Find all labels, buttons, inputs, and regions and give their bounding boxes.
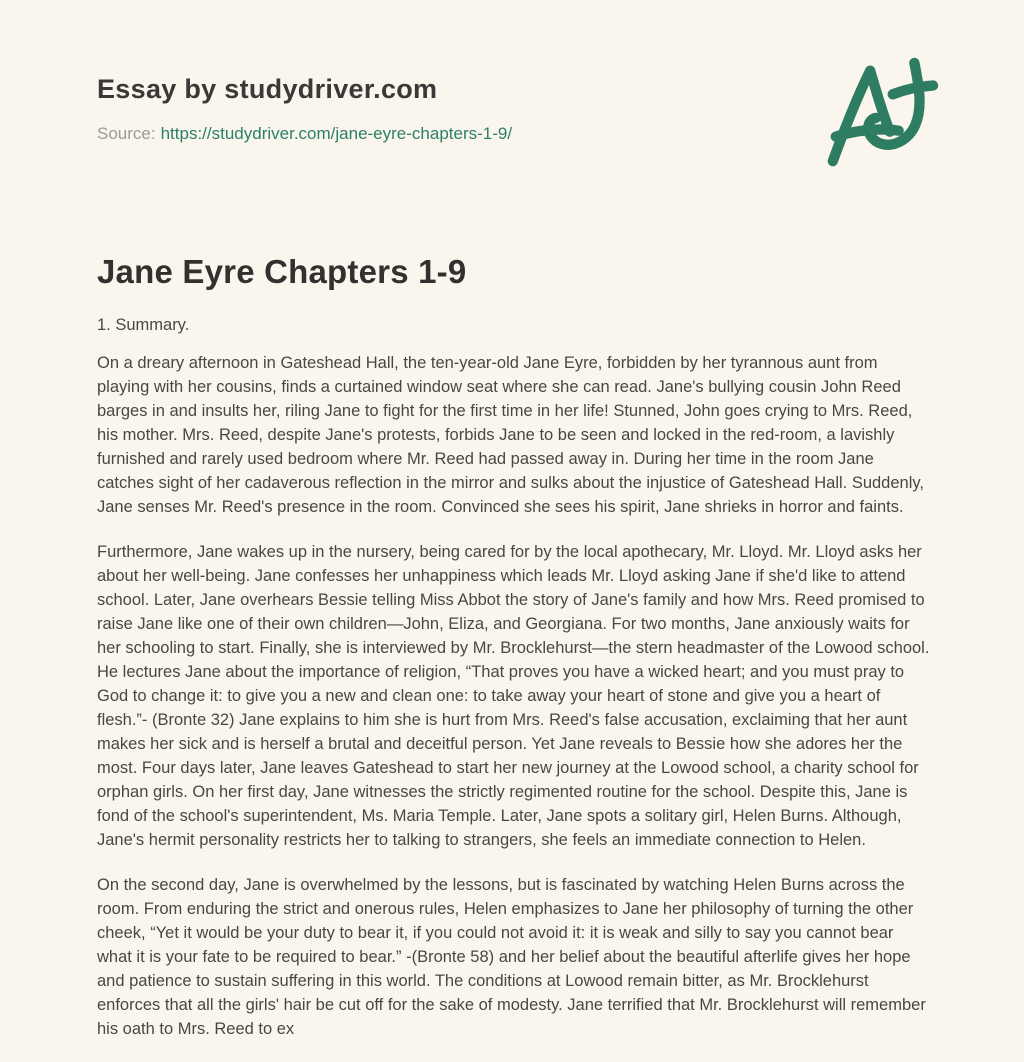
studydriver-a-plus-logo-icon [821, 57, 939, 169]
source-label: Source: [97, 124, 156, 143]
essay-title: Jane Eyre Chapters 1-9 [97, 253, 467, 290]
source-line [97, 124, 512, 144]
essay-paragraph: On a dreary afternoon in Gateshead Hall, the ten-year-old Jane Eyre, forbidden by her tyrannous aunt from playing with her cousins, finds a curtained window seat where she can read. Jane's bullying cousin John Reed barges in and insults her, riling Jane to fight for the first time in her life! Stunned, John goes crying to Mrs. Reed, his mother. Mrs. Reed, despite Jane's protests, forbids Jane to be seen and locked in the red-room, a lavishly furnished and rarely used bedroom where Mr. Reed had passed away in. During her time in the room Jane catches sight of her cadaverous reflection in the mirror and sulks about the injustice of Gateshead Hall. Suddenly, Jane senses Mr. Reed's presence in the room. Convinced she sees his spirit, Jane shrieks in horror and faints. [97, 354, 924, 516]
essay-paragraph: Furthermore, Jane wakes up in the nursery, being cared for by the local apothecary, Mr. Lloyd. Mr. Lloyd asks her about her well-being. Jane confesses her unhappiness which leads Mr. Lloyd asking Jane if she'd like to attend school. Later, Jane overhears Bessie telling Miss Abbot the story of Jane's family and how Mrs. Reed promised to raise Jane like one of their own children—John, Eliza, and Georgiana. For two months, Jane anxiously waits for her schooling to start. Finally, she is interviewed by Mr. Brocklehurst—the stern headmaster of the Lowood school. He lectures Jane about the importance of religion, “That proves you have a wicked heart; and you must pray to God to change it: to give you a new and clean one: to take away your heart of stone and give you a heart of flesh.”- (Bronte 32) Jane explains to him she is hurt from Mrs. Reed's false accusation, exclaiming that her aunt makes her sick and is herself a brutal and deceitful person. Yet Jane reveals to Bessie how she adores her the most. Four days later, Jane leaves Gateshead to start her new journey at the Lowood school, a charity school for orphan girls. On her first day, Jane witnesses the strictly regimented routine for the school. Despite this, Jane is fond of the school's superintendent, Ms. Maria Temple. Later, Jane spots a solitary girl, Helen Burns. Although, Jane's hermit personality restricts her to talking to strangers, she feels an immediate connection to Helen. [97, 543, 930, 849]
section-heading: 1. Summary. [97, 316, 190, 334]
essay-body [97, 351, 932, 1062]
site-heading: Essay by studydriver.com [97, 74, 438, 104]
essay-paragraph: On the second day, Jane is overwhelmed by the lessons, but is fascinated by watching Helen Burns across the room. From enduring the strict and onerous rules, Helen emphasizes to Jane her philosophy of turning the other cheek, “Yet it would be your duty to bear it, if you could not avoid it: it is weak and silly to say you cannot bear what it is your fate to be required to bear.” -(Bronte 58) and her belief about the beautiful afterlife gives her hope and patience to sustain suffering in this world. The conditions at Lowood remain bitter, as Mr. Brocklehurst enforces that all the girls' hair be cut off for the sake of modesty. Jane terrified that Mr. Brocklehurst will remember his oath to Mrs. Reed to ex [97, 876, 926, 1038]
source-link[interactable]: https://studydriver.com/jane-eyre-chapters-1-9/ [160, 124, 513, 143]
